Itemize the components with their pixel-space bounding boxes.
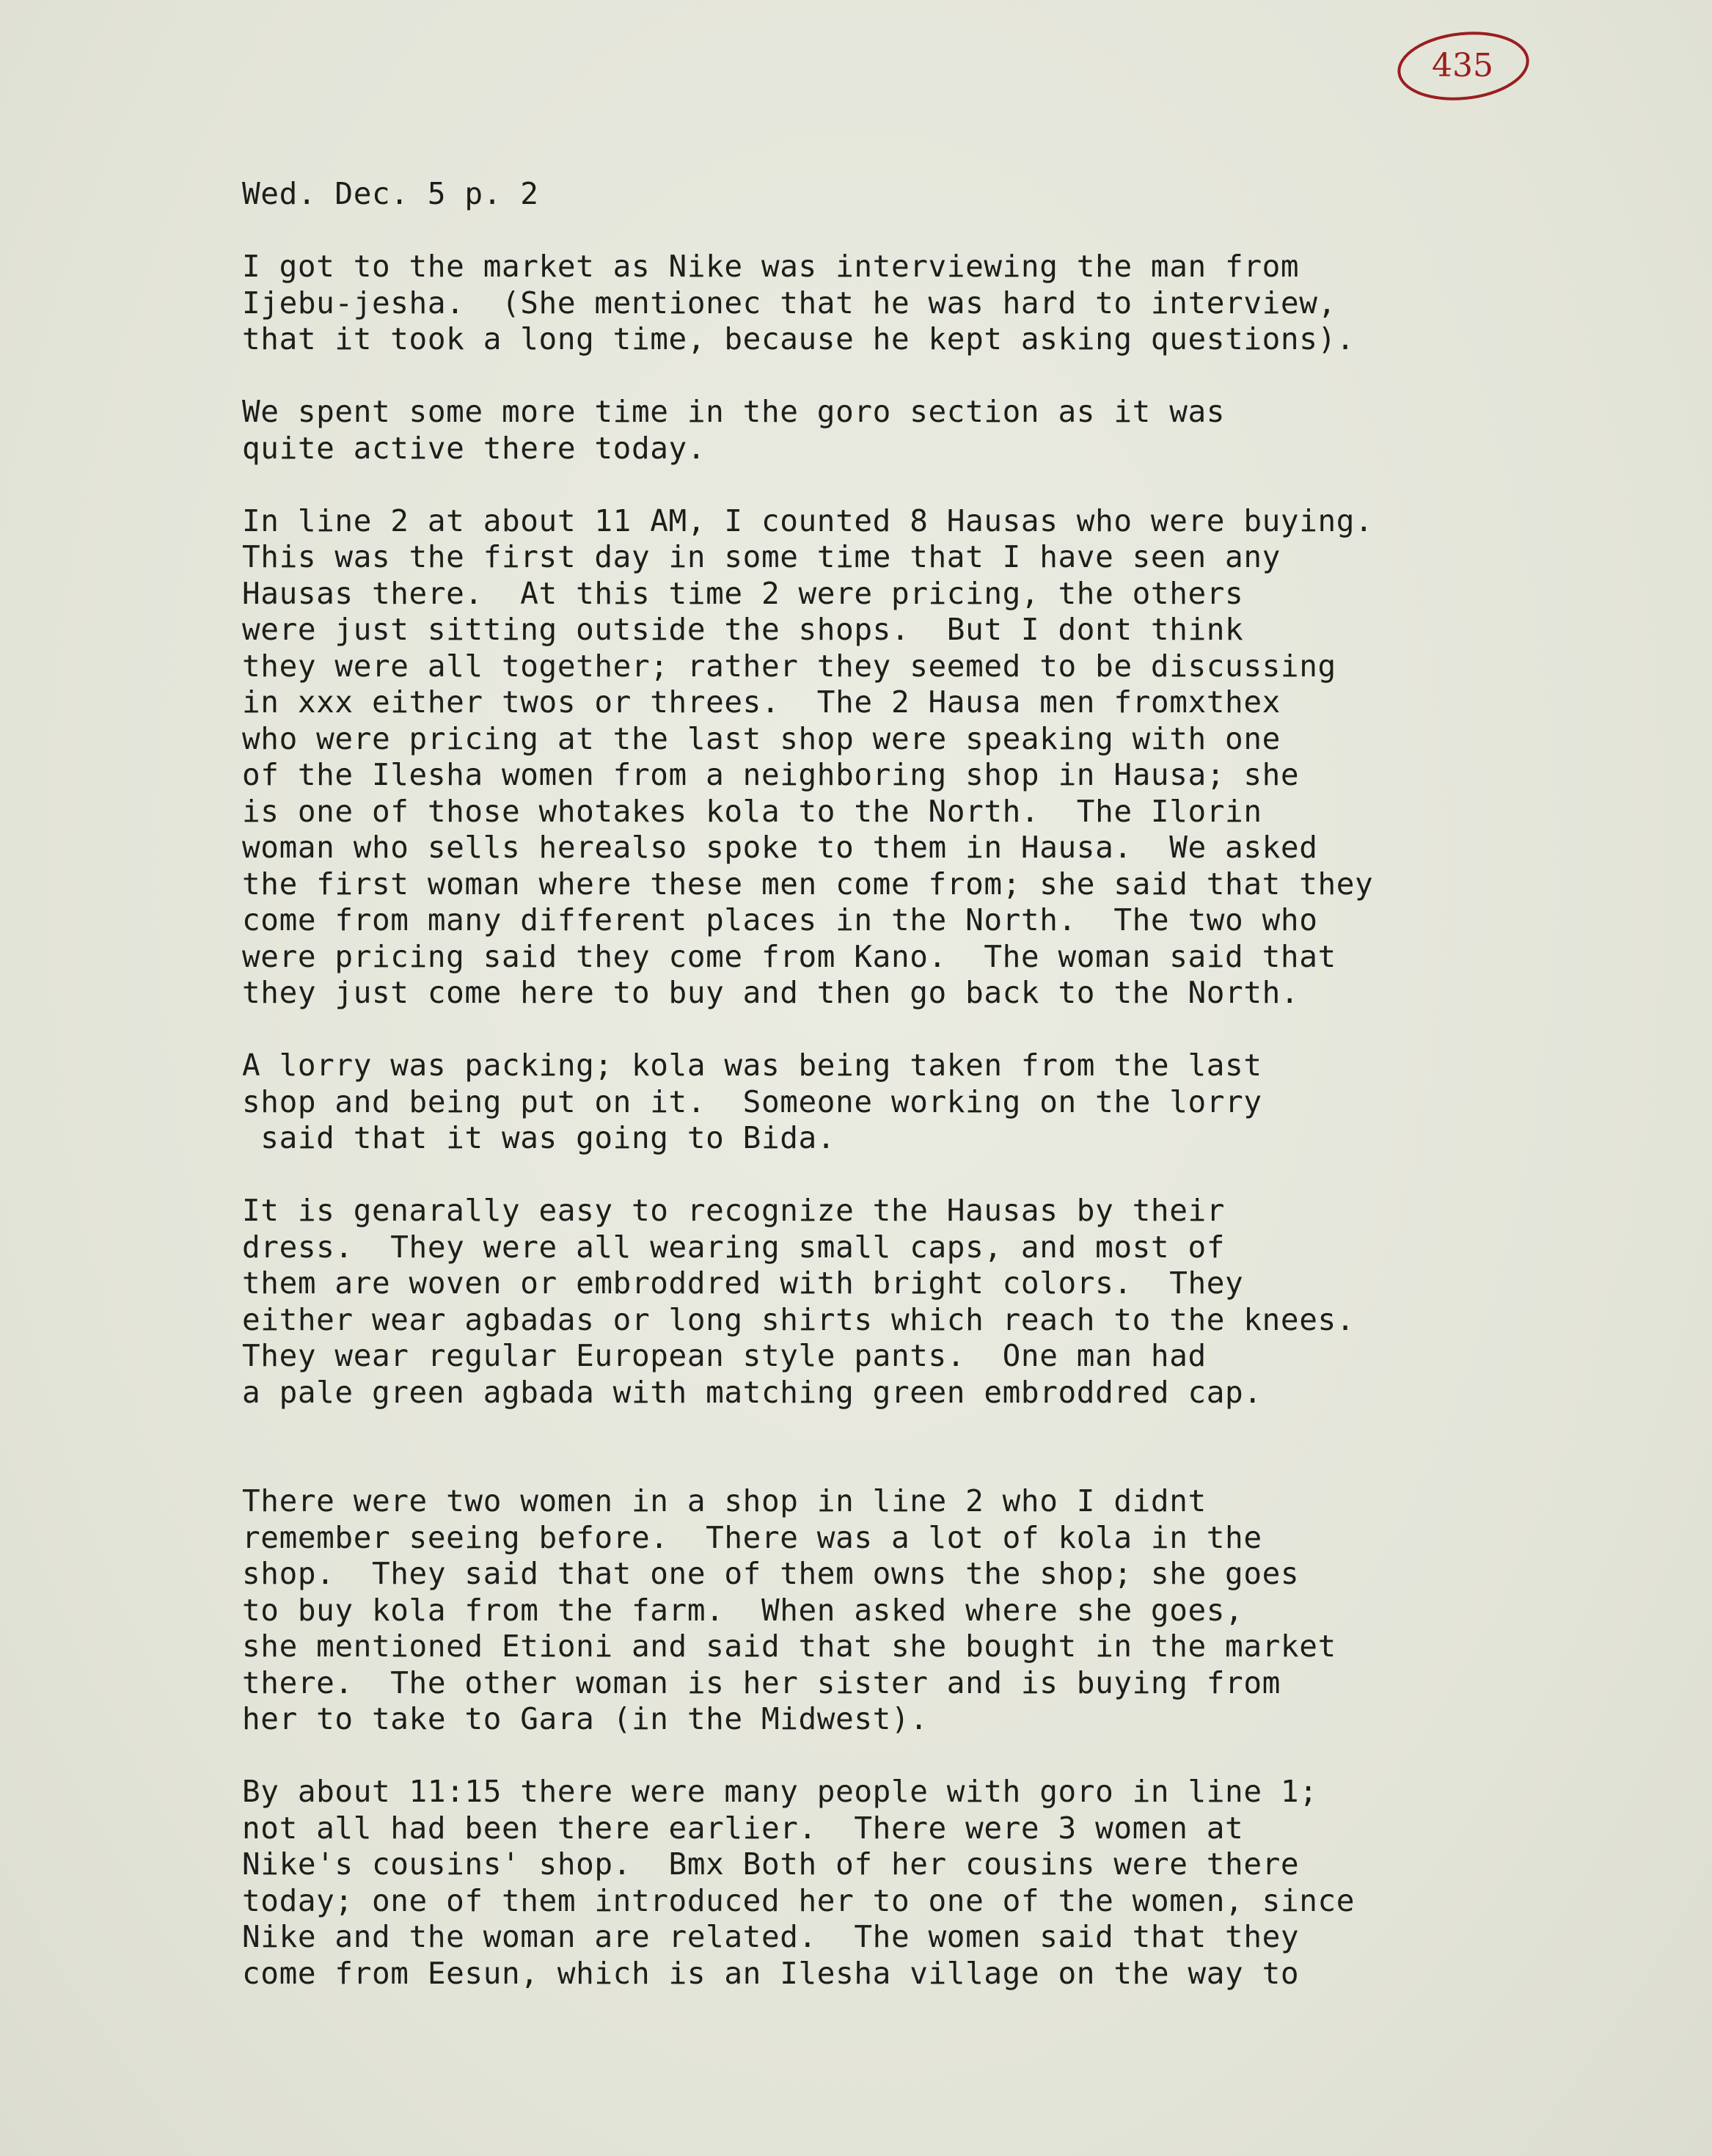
document-header: Wed. Dec. 5 p. 2 bbox=[242, 176, 539, 211]
text-line: Ijebu-jesha. (She mentionec that he was hard to interview, bbox=[242, 285, 1336, 321]
paragraph-1 bbox=[242, 249, 1658, 358]
text-line: Nike's cousins' shop. Bmx Both of her cousins were there bbox=[242, 1846, 1300, 1882]
text-line: quite active there today. bbox=[242, 430, 706, 466]
text-line: either wear agbadas or long shirts which reach to the knees. bbox=[242, 1301, 1356, 1337]
text-line: today; one of them introduced her to one of the women, since bbox=[242, 1882, 1356, 1918]
paragraph-5 bbox=[242, 1193, 1658, 1411]
text-line: her to take to Gara (in the Midwest). bbox=[242, 1701, 929, 1736]
text-line: Hausas there. At this time 2 were pricing, the others bbox=[242, 575, 1244, 611]
text-line: I got to the market as Nike was interviewing the man from bbox=[242, 249, 1300, 284]
text-line: come from Eesun, which is an Ilesha village on the way to bbox=[242, 1955, 1300, 1991]
page-number-text: 435 bbox=[1432, 47, 1493, 84]
text-line: A lorry was packing; kola was being taken from the last bbox=[242, 1048, 1262, 1083]
paragraph-4 bbox=[242, 1048, 1658, 1157]
paragraph-6 bbox=[242, 1483, 1658, 1738]
text-line: that it took a long time, because he kept asking questions). bbox=[242, 321, 1356, 357]
text-line: Nike and the woman are related. The women said that they bbox=[242, 1919, 1300, 1954]
text-line: We spent some more time in the goro section as it was bbox=[242, 394, 1226, 429]
text-line: of the Ilesha women from a neighboring shop in Hausa; she bbox=[242, 757, 1300, 792]
text-line: who were pricing at the last shop were speaking with one bbox=[242, 720, 1281, 756]
text-line: there. The other woman is her sister and is buying from bbox=[242, 1664, 1281, 1700]
text-line: shop and being put on it. Someone working on the lorry bbox=[242, 1084, 1262, 1119]
text-line: They wear regular European style pants. One man had bbox=[242, 1338, 1207, 1373]
text-line: This was the first day in some time that I have seen any bbox=[242, 539, 1281, 574]
typed-document-body bbox=[242, 176, 1658, 1992]
text-line: It is genarally easy to recognize the Hausas by their bbox=[242, 1193, 1226, 1228]
text-line: is one of those whotakes kola to the North. The Ilorin bbox=[242, 793, 1262, 829]
text-line: to buy kola from the farm. When asked where she goes, bbox=[242, 1592, 1244, 1628]
text-line: By about 11:15 there were many people with goro in line 1; bbox=[242, 1774, 1318, 1809]
text-line: in xxx either twos or threes. The 2 Hausa men fromxthex bbox=[242, 684, 1281, 720]
paragraph-3 bbox=[242, 503, 1658, 1012]
text-line: said that it was going to Bida. bbox=[242, 1120, 836, 1155]
text-line: woman who sells herealso spoke to them in Hausa. We asked bbox=[242, 830, 1318, 865]
text-line: a pale green agbada with matching green embroddred cap. bbox=[242, 1374, 1262, 1410]
text-line: not all had been there earlier. There were 3 women at bbox=[242, 1810, 1244, 1846]
text-line: they just come here to buy and then go back to the North. bbox=[242, 975, 1300, 1010]
text-line: were just sitting outside the shops. But I dont think bbox=[242, 612, 1244, 647]
text-line: dress. They were all wearing small caps, and most of bbox=[242, 1229, 1226, 1265]
text-line: shop. They said that one of them owns the shop; she goes bbox=[242, 1556, 1300, 1591]
handwritten-page-number bbox=[1394, 29, 1533, 103]
text-line: remember seeing before. There was a lot of kola in the bbox=[242, 1519, 1262, 1555]
text-line: them are woven or embroddred with bright colors. They bbox=[242, 1265, 1244, 1301]
text-line: were pricing said they come from Kano. The woman said that bbox=[242, 938, 1336, 974]
text-line: the first woman where these men come from; she said that they bbox=[242, 866, 1374, 902]
circled-number-annotation bbox=[1394, 29, 1533, 103]
text-line: she mentioned Etioni and said that she bought in the market bbox=[242, 1629, 1336, 1664]
text-line: they were all together; rather they seemed to be discussing bbox=[242, 648, 1336, 684]
text-line: In line 2 at about 11 AM, I counted 8 Hausas who were buying. bbox=[242, 503, 1374, 538]
text-line: There were two women in a shop in line 2 who I didnt bbox=[242, 1483, 1207, 1519]
paragraph-7 bbox=[242, 1774, 1658, 1992]
paragraph-2 bbox=[242, 394, 1658, 467]
text-line: come from many different places in the North. The two who bbox=[242, 902, 1318, 938]
